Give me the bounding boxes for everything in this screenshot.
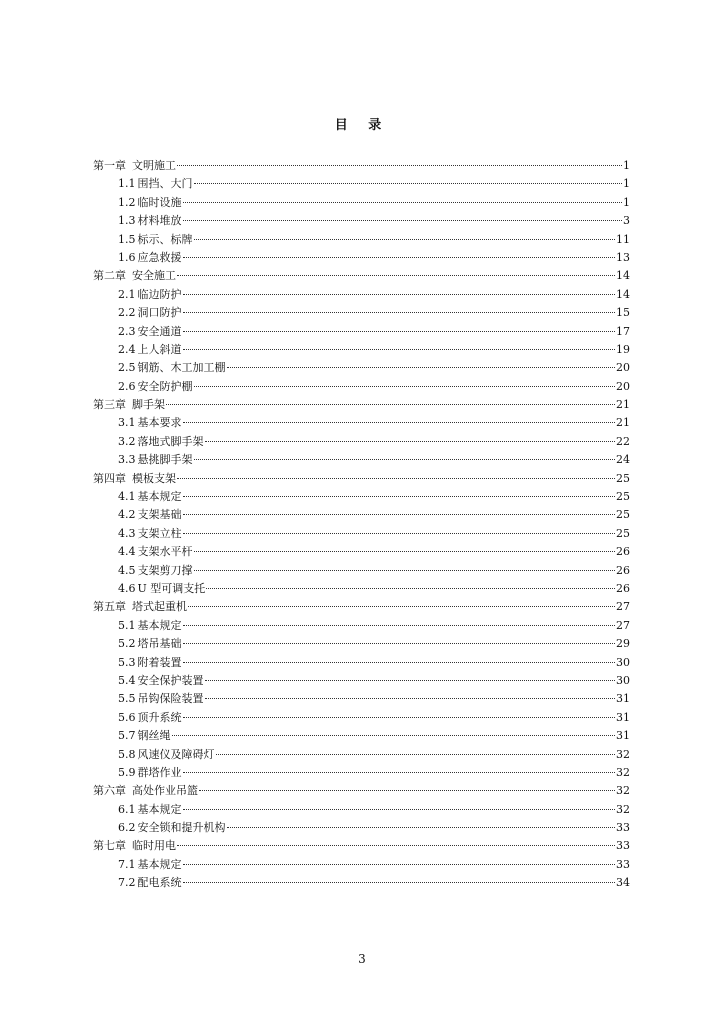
toc-entry-number: 7.1 bbox=[118, 857, 136, 871]
toc-entry-label: 顶升系统 bbox=[137, 710, 182, 724]
toc-entry-page: 19 bbox=[616, 342, 630, 356]
toc-entry-page: 1 bbox=[623, 177, 630, 191]
toc-dot-leader bbox=[227, 827, 616, 828]
toc-entry-number: 1.6 bbox=[118, 250, 136, 264]
toc-entry-number: 第六章 bbox=[93, 784, 126, 798]
toc-entry-label: 支架基础 bbox=[137, 508, 182, 522]
toc-section-entry[interactable] bbox=[93, 562, 630, 580]
toc-section-entry[interactable] bbox=[93, 672, 630, 690]
toc-dot-leader bbox=[194, 239, 616, 240]
toc-entry-page: 21 bbox=[616, 398, 630, 412]
toc-entry-page: 20 bbox=[616, 379, 630, 393]
toc-dot-leader bbox=[183, 643, 616, 644]
toc-section-entry[interactable] bbox=[93, 304, 630, 322]
toc-section-entry[interactable] bbox=[93, 286, 630, 304]
toc-dot-leader bbox=[183, 202, 623, 203]
toc-dot-leader bbox=[177, 845, 615, 846]
toc-entry-label: 附着装置 bbox=[137, 655, 182, 669]
toc-entry-page: 32 bbox=[616, 765, 630, 779]
toc-dot-leader bbox=[177, 478, 615, 479]
toc-entry-label: 材料堆放 bbox=[137, 214, 182, 228]
toc-entry-label: 上人斜道 bbox=[137, 342, 182, 356]
toc-entry-number: 3.2 bbox=[118, 434, 136, 448]
toc-entry-number: 5.8 bbox=[118, 747, 136, 761]
toc-entry-label: 洞口防护 bbox=[137, 306, 182, 320]
toc-entry-page: 30 bbox=[616, 673, 630, 687]
toc-entry-label: 脚手架 bbox=[132, 398, 165, 412]
toc-entry-number: 1.1 bbox=[118, 177, 136, 191]
toc-section-entry[interactable] bbox=[93, 543, 630, 561]
toc-entry-label: 安全施工 bbox=[132, 269, 176, 283]
toc-entry-number: 第四章 bbox=[93, 471, 126, 485]
toc-dot-leader bbox=[194, 386, 616, 387]
toc-entry-number: 3.1 bbox=[118, 416, 136, 430]
toc-chapter-entry[interactable] bbox=[93, 837, 630, 855]
toc-entry-label: 支架立柱 bbox=[137, 526, 182, 540]
toc-section-entry[interactable] bbox=[93, 341, 630, 359]
toc-dot-leader bbox=[199, 790, 615, 791]
toc-dot-leader bbox=[183, 864, 616, 865]
toc-chapter-entry[interactable] bbox=[93, 396, 630, 414]
toc-entry-page: 15 bbox=[616, 306, 630, 320]
toc-entry-page: 27 bbox=[616, 618, 630, 632]
toc-entry-label: 钢丝绳 bbox=[137, 729, 171, 743]
toc-section-entry[interactable] bbox=[93, 451, 630, 469]
toc-dot-leader bbox=[194, 570, 616, 571]
toc-entry-number: 第七章 bbox=[93, 839, 126, 853]
toc-entry-label: 悬挑脚手架 bbox=[137, 453, 193, 467]
toc-dot-leader bbox=[183, 422, 616, 423]
toc-dot-leader bbox=[205, 441, 616, 442]
page-title: 目 录 bbox=[334, 118, 390, 133]
toc-entry-number: 5.1 bbox=[118, 618, 136, 632]
toc-section-entry[interactable] bbox=[93, 764, 630, 782]
toc-section-entry[interactable] bbox=[93, 359, 630, 377]
toc-entry-page: 33 bbox=[616, 857, 630, 871]
toc-entry-number: 2.5 bbox=[118, 361, 136, 375]
toc-entry-label: 群塔作业 bbox=[137, 765, 182, 779]
toc-entry-page: 1 bbox=[623, 195, 630, 209]
toc-entry-page: 22 bbox=[616, 434, 630, 448]
toc-entry-label: 安全防护棚 bbox=[137, 379, 193, 393]
toc-dot-leader bbox=[183, 496, 616, 497]
toc-entry-page: 32 bbox=[616, 747, 630, 761]
toc-entry-label: 模板支架 bbox=[132, 471, 176, 485]
toc-entry-label: 安全通道 bbox=[137, 324, 182, 338]
toc-dot-leader bbox=[183, 625, 616, 626]
toc-section-entry[interactable] bbox=[93, 690, 630, 708]
toc-section-entry[interactable] bbox=[93, 727, 630, 745]
toc-entry-number: 5.7 bbox=[118, 729, 136, 743]
toc-entry-label: 吊钩保险装置 bbox=[137, 692, 204, 706]
toc-entry-number: 7.2 bbox=[118, 876, 136, 890]
toc-dot-leader bbox=[194, 551, 616, 552]
toc-entry-page: 34 bbox=[616, 876, 630, 890]
toc-section-entry[interactable] bbox=[93, 249, 630, 267]
toc-dot-leader bbox=[227, 367, 616, 368]
toc-entry-label: U 型可调支托 bbox=[137, 581, 206, 595]
toc-dot-leader bbox=[183, 533, 616, 534]
toc-section-entry[interactable] bbox=[93, 231, 630, 249]
toc-entry-label: 钢筋、木工加工棚 bbox=[137, 361, 226, 375]
toc-entry-page: 31 bbox=[616, 692, 630, 706]
toc-section-entry[interactable] bbox=[93, 580, 630, 598]
toc-entry-page: 14 bbox=[616, 287, 630, 301]
toc-section-entry[interactable] bbox=[93, 433, 630, 451]
toc-entry-label: 基本要求 bbox=[137, 416, 182, 430]
toc-entry-number: 5.4 bbox=[118, 673, 136, 687]
toc-entry-label: 临边防护 bbox=[137, 287, 182, 301]
table-of-contents bbox=[93, 157, 630, 893]
toc-dot-leader bbox=[205, 680, 616, 681]
toc-dot-leader bbox=[205, 698, 616, 699]
toc-entry-page: 27 bbox=[616, 600, 630, 614]
toc-entry-label: 安全锁和提升机构 bbox=[137, 821, 226, 835]
toc-dot-leader bbox=[177, 275, 615, 276]
toc-dot-leader bbox=[183, 809, 616, 810]
toc-entry-label: 配电系统 bbox=[137, 876, 182, 890]
toc-chapter-entry[interactable] bbox=[93, 598, 630, 616]
toc-entry-number: 1.3 bbox=[118, 214, 136, 228]
toc-dot-leader bbox=[183, 331, 616, 332]
toc-section-entry[interactable] bbox=[93, 506, 630, 524]
toc-entry-number: 第二章 bbox=[93, 269, 126, 283]
toc-entry-number: 4.5 bbox=[118, 563, 136, 577]
toc-section-entry[interactable] bbox=[93, 488, 630, 506]
toc-entry-label: 塔吊基础 bbox=[137, 637, 182, 651]
toc-entry-label: 支架剪刀撑 bbox=[137, 563, 193, 577]
toc-section-entry[interactable] bbox=[93, 323, 630, 341]
toc-entry-page: 24 bbox=[616, 453, 630, 467]
toc-section-entry[interactable] bbox=[93, 654, 630, 672]
toc-dot-leader bbox=[194, 183, 623, 184]
toc-entry-number: 2.1 bbox=[118, 287, 136, 301]
toc-chapter-entry[interactable] bbox=[93, 267, 630, 285]
toc-entry-label: 支架水平杆 bbox=[137, 545, 193, 559]
toc-section-entry[interactable] bbox=[93, 414, 630, 432]
toc-section-entry[interactable] bbox=[93, 525, 630, 543]
toc-entry-label: 基本规定 bbox=[137, 857, 182, 871]
toc-section-entry[interactable] bbox=[93, 378, 630, 396]
toc-entry-page: 29 bbox=[616, 637, 630, 651]
toc-entry-label: 风速仪及障碍灯 bbox=[137, 747, 215, 761]
toc-dot-leader bbox=[183, 349, 616, 350]
toc-entry-label: 落地式脚手架 bbox=[137, 434, 204, 448]
toc-entry-number: 1.5 bbox=[118, 232, 136, 246]
toc-entry-page: 13 bbox=[616, 250, 630, 264]
toc-dot-leader bbox=[183, 220, 623, 221]
toc-entry-page: 25 bbox=[616, 526, 630, 540]
toc-entry-number: 4.6 bbox=[118, 581, 136, 595]
toc-entry-number: 6.1 bbox=[118, 802, 136, 816]
toc-entry-label: 安全保护装置 bbox=[137, 673, 204, 687]
toc-entry-label: 围挡、大门 bbox=[137, 177, 193, 191]
toc-entry-number: 6.2 bbox=[118, 821, 136, 835]
toc-dot-leader bbox=[183, 772, 616, 773]
toc-entry-page: 25 bbox=[616, 490, 630, 504]
toc-entry-page: 32 bbox=[616, 802, 630, 816]
toc-section-entry[interactable] bbox=[93, 635, 630, 653]
toc-entry-number: 4.2 bbox=[118, 508, 136, 522]
toc-dot-leader bbox=[166, 404, 615, 405]
toc-entry-page: 32 bbox=[616, 784, 630, 798]
toc-entry-page: 25 bbox=[616, 508, 630, 522]
toc-entry-page: 26 bbox=[616, 563, 630, 577]
toc-entry-label: 塔式起重机 bbox=[132, 600, 187, 614]
toc-section-entry[interactable] bbox=[93, 874, 630, 892]
toc-entry-number: 4.3 bbox=[118, 526, 136, 540]
toc-entry-label: 高处作业吊篮 bbox=[132, 784, 198, 798]
toc-entry-page: 31 bbox=[616, 710, 630, 724]
toc-entry-page: 14 bbox=[616, 269, 630, 283]
toc-section-entry[interactable] bbox=[93, 856, 630, 874]
toc-entry-page: 11 bbox=[616, 232, 630, 246]
toc-section-entry[interactable] bbox=[93, 212, 630, 230]
toc-entry-label: 基本规定 bbox=[137, 490, 182, 504]
toc-entry-number: 5.3 bbox=[118, 655, 136, 669]
toc-entry-label: 标示、标牌 bbox=[137, 232, 193, 246]
toc-dot-leader bbox=[183, 312, 616, 313]
toc-entry-number: 第一章 bbox=[93, 159, 126, 172]
toc-entry-page: 17 bbox=[616, 324, 630, 338]
toc-entry-number: 5.6 bbox=[118, 710, 136, 724]
toc-dot-leader bbox=[216, 754, 616, 755]
toc-dot-leader bbox=[172, 735, 616, 736]
toc-dot-leader bbox=[194, 459, 616, 460]
toc-chapter-entry[interactable] bbox=[93, 157, 630, 175]
toc-entry-number: 5.9 bbox=[118, 765, 136, 779]
toc-entry-page: 25 bbox=[616, 471, 630, 485]
toc-entry-number: 2.4 bbox=[118, 342, 136, 356]
toc-entry-page: 30 bbox=[616, 655, 630, 669]
toc-entry-number: 2.3 bbox=[118, 324, 136, 338]
toc-entry-number: 3.3 bbox=[118, 453, 136, 467]
toc-dot-leader bbox=[183, 514, 616, 515]
toc-section-entry[interactable] bbox=[93, 175, 630, 193]
toc-entry-page: 26 bbox=[616, 581, 630, 595]
toc-entry-page: 20 bbox=[616, 361, 630, 375]
toc-entry-number: 4.4 bbox=[118, 545, 136, 559]
toc-section-entry[interactable] bbox=[93, 801, 630, 819]
toc-entry-page: 1 bbox=[623, 159, 630, 172]
toc-entry-number: 1.2 bbox=[118, 195, 136, 209]
toc-entry-label: 应急救援 bbox=[137, 250, 182, 264]
toc-dot-leader bbox=[183, 294, 616, 295]
toc-entry-number: 2.6 bbox=[118, 379, 136, 393]
toc-entry-page: 33 bbox=[616, 821, 630, 835]
toc-entry-label: 文明施工 bbox=[132, 159, 176, 172]
toc-entry-page: 26 bbox=[616, 545, 630, 559]
toc-dot-leader bbox=[183, 662, 616, 663]
toc-entry-page: 33 bbox=[616, 839, 630, 853]
toc-dot-leader bbox=[183, 882, 616, 883]
toc-chapter-entry[interactable] bbox=[93, 782, 630, 800]
toc-entry-number: 2.2 bbox=[118, 306, 136, 320]
toc-dot-leader bbox=[177, 165, 622, 166]
toc-chapter-entry[interactable] bbox=[93, 470, 630, 488]
toc-entry-number: 4.1 bbox=[118, 490, 136, 504]
toc-section-entry[interactable] bbox=[93, 194, 630, 212]
toc-entry-number: 第五章 bbox=[93, 600, 126, 614]
toc-section-entry[interactable] bbox=[93, 746, 630, 764]
toc-entry-page: 3 bbox=[623, 214, 630, 228]
toc-entry-page: 31 bbox=[616, 729, 630, 743]
toc-dot-leader bbox=[188, 606, 615, 607]
toc-section-entry[interactable] bbox=[93, 819, 630, 837]
toc-entry-label: 临时设施 bbox=[137, 195, 182, 209]
toc-entry-number: 5.5 bbox=[118, 692, 136, 706]
toc-entry-number: 第三章 bbox=[93, 398, 126, 412]
toc-section-entry[interactable] bbox=[93, 617, 630, 635]
toc-entry-label: 基本规定 bbox=[137, 802, 182, 816]
toc-entry-page: 21 bbox=[616, 416, 630, 430]
toc-dot-leader bbox=[183, 257, 616, 258]
toc-dot-leader bbox=[183, 717, 616, 718]
toc-dot-leader bbox=[206, 588, 615, 589]
toc-entry-label: 基本规定 bbox=[137, 618, 182, 632]
toc-entry-label: 临时用电 bbox=[132, 839, 176, 853]
page-number: 3 bbox=[358, 952, 366, 966]
toc-section-entry[interactable] bbox=[93, 709, 630, 727]
toc-entry-number: 5.2 bbox=[118, 637, 136, 651]
